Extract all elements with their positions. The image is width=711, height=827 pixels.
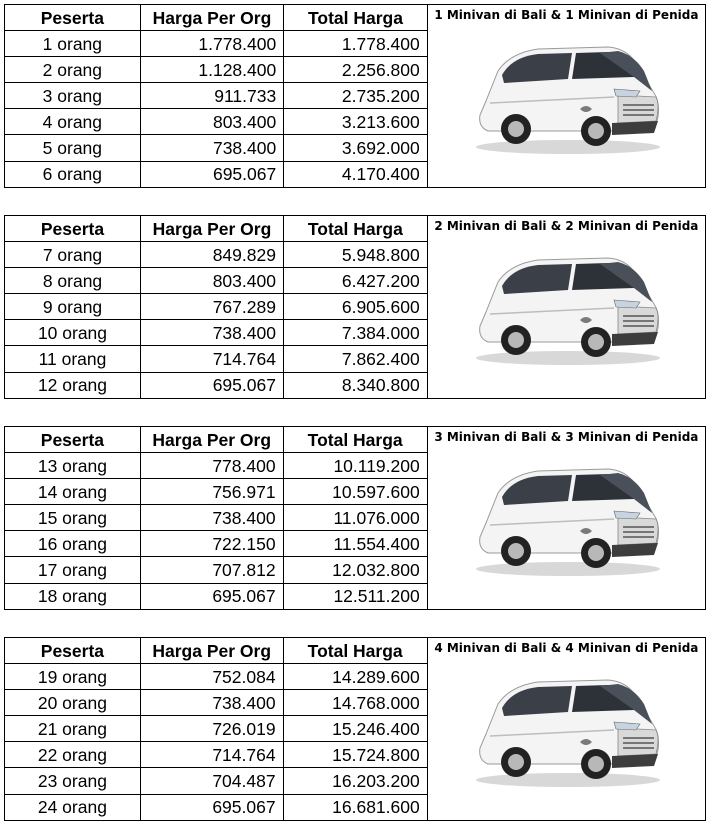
price-table — [4, 637, 706, 821]
cell-harga-per-org: 738.400 — [140, 505, 283, 531]
cell-peserta: 23 orang — [5, 768, 141, 794]
cell-harga-per-org: 738.400 — [140, 135, 284, 161]
price-block — [4, 4, 706, 188]
cell-peserta: 8 orang — [5, 268, 141, 294]
vehicle-caption: 3 Minivan di Bali & 3 Minivan di Penida — [434, 430, 699, 444]
header-harga-per-org: Harga Per Org — [140, 638, 283, 664]
cell-harga-per-org: 695.067 — [140, 161, 284, 187]
cell-peserta: 10 orang — [5, 320, 141, 346]
cell-total-harga: 3.692.000 — [284, 135, 428, 161]
cell-peserta: 21 orang — [5, 716, 141, 742]
cell-total-harga: 10.597.600 — [283, 479, 427, 505]
header-peserta: Peserta — [5, 638, 141, 664]
cell-total-harga: 16.681.600 — [283, 794, 427, 820]
cell-harga-per-org: 767.289 — [140, 294, 283, 320]
cell-peserta: 22 orang — [5, 742, 141, 768]
table-header-row — [5, 5, 706, 31]
cell-harga-per-org: 726.019 — [140, 716, 283, 742]
cell-total-harga: 5.948.800 — [283, 242, 427, 268]
cell-harga-per-org: 756.971 — [140, 479, 283, 505]
vehicle-cell — [427, 5, 705, 188]
cell-harga-per-org: 752.084 — [140, 664, 283, 690]
cell-peserta: 1 orang — [5, 31, 141, 57]
header-harga-per-org: Harga Per Org — [140, 427, 283, 453]
price-table — [4, 4, 706, 188]
cell-total-harga: 12.511.200 — [283, 583, 427, 609]
cell-total-harga: 3.213.600 — [284, 109, 428, 135]
cell-harga-per-org: 849.829 — [140, 242, 283, 268]
cell-total-harga: 10.119.200 — [283, 453, 427, 479]
cell-peserta: 3 orang — [5, 83, 141, 109]
cell-harga-per-org: 911.733 — [140, 83, 284, 109]
price-block — [4, 215, 706, 399]
header-harga-per-org: Harga Per Org — [140, 216, 283, 242]
cell-total-harga: 8.340.800 — [283, 372, 427, 398]
cell-harga-per-org: 695.067 — [140, 794, 283, 820]
cell-peserta: 17 orang — [5, 557, 141, 583]
table-header-row — [5, 427, 706, 453]
header-peserta: Peserta — [5, 5, 141, 31]
header-total-harga: Total Harga — [283, 427, 427, 453]
minivan-car-image — [468, 453, 668, 578]
price-block — [4, 426, 706, 610]
header-total-harga: Total Harga — [284, 5, 428, 31]
cell-peserta: 16 orang — [5, 531, 141, 557]
cell-total-harga: 14.289.600 — [283, 664, 427, 690]
cell-harga-per-org: 714.764 — [140, 346, 283, 372]
cell-peserta: 14 orang — [5, 479, 141, 505]
cell-harga-per-org: 778.400 — [140, 453, 283, 479]
cell-peserta: 15 orang — [5, 505, 141, 531]
cell-total-harga: 12.032.800 — [283, 557, 427, 583]
cell-total-harga: 7.862.400 — [283, 346, 427, 372]
cell-peserta: 7 orang — [5, 242, 141, 268]
cell-harga-per-org: 738.400 — [140, 690, 283, 716]
header-peserta: Peserta — [5, 216, 141, 242]
cell-peserta: 24 orang — [5, 794, 141, 820]
cell-total-harga: 1.778.400 — [284, 31, 428, 57]
cell-peserta: 4 orang — [5, 109, 141, 135]
header-harga-per-org: Harga Per Org — [140, 5, 284, 31]
cell-peserta: 19 orang — [5, 664, 141, 690]
cell-harga-per-org: 695.067 — [140, 372, 283, 398]
minivan-car-image — [468, 242, 668, 367]
price-table — [4, 215, 706, 399]
cell-harga-per-org: 722.150 — [140, 531, 283, 557]
cell-harga-per-org: 707.812 — [140, 557, 283, 583]
cell-peserta: 11 orang — [5, 346, 141, 372]
minivan-car-image — [468, 31, 668, 156]
cell-total-harga: 6.905.600 — [283, 294, 427, 320]
cell-total-harga: 11.076.000 — [283, 505, 427, 531]
cell-peserta: 12 orang — [5, 372, 141, 398]
cell-harga-per-org: 1.778.400 — [140, 31, 284, 57]
vehicle-caption: 2 Minivan di Bali & 2 Minivan di Penida — [434, 219, 699, 233]
cell-peserta: 18 orang — [5, 583, 141, 609]
vehicle-caption: 1 Minivan di Bali & 1 Minivan di Penida — [434, 8, 699, 22]
cell-total-harga: 15.724.800 — [283, 742, 427, 768]
cell-total-harga: 6.427.200 — [283, 268, 427, 294]
cell-total-harga: 2.256.800 — [284, 57, 428, 83]
price-table — [4, 426, 706, 610]
cell-peserta: 13 orang — [5, 453, 141, 479]
cell-total-harga: 4.170.400 — [284, 161, 428, 187]
vehicle-caption: 4 Minivan di Bali & 4 Minivan di Penida — [434, 641, 699, 655]
header-peserta: Peserta — [5, 427, 141, 453]
cell-total-harga: 16.203.200 — [283, 768, 427, 794]
cell-peserta: 20 orang — [5, 690, 141, 716]
cell-harga-per-org: 1.128.400 — [140, 57, 284, 83]
cell-total-harga: 11.554.400 — [283, 531, 427, 557]
cell-peserta: 2 orang — [5, 57, 141, 83]
cell-harga-per-org: 803.400 — [140, 109, 284, 135]
vehicle-cell — [427, 427, 705, 610]
table-header-row — [5, 638, 706, 664]
cell-peserta: 9 orang — [5, 294, 141, 320]
cell-harga-per-org: 803.400 — [140, 268, 283, 294]
vehicle-cell — [427, 216, 705, 399]
cell-total-harga: 2.735.200 — [284, 83, 428, 109]
cell-total-harga: 7.384.000 — [283, 320, 427, 346]
cell-total-harga: 15.246.400 — [283, 716, 427, 742]
cell-harga-per-org: 714.764 — [140, 742, 283, 768]
cell-peserta: 6 orang — [5, 161, 141, 187]
header-total-harga: Total Harga — [283, 216, 427, 242]
cell-harga-per-org: 738.400 — [140, 320, 283, 346]
cell-harga-per-org: 704.487 — [140, 768, 283, 794]
cell-total-harga: 14.768.000 — [283, 690, 427, 716]
header-total-harga: Total Harga — [283, 638, 427, 664]
vehicle-cell — [427, 638, 705, 821]
minivan-car-image — [468, 664, 668, 789]
price-block — [4, 637, 706, 821]
cell-peserta: 5 orang — [5, 135, 141, 161]
cell-harga-per-org: 695.067 — [140, 583, 283, 609]
table-header-row — [5, 216, 706, 242]
